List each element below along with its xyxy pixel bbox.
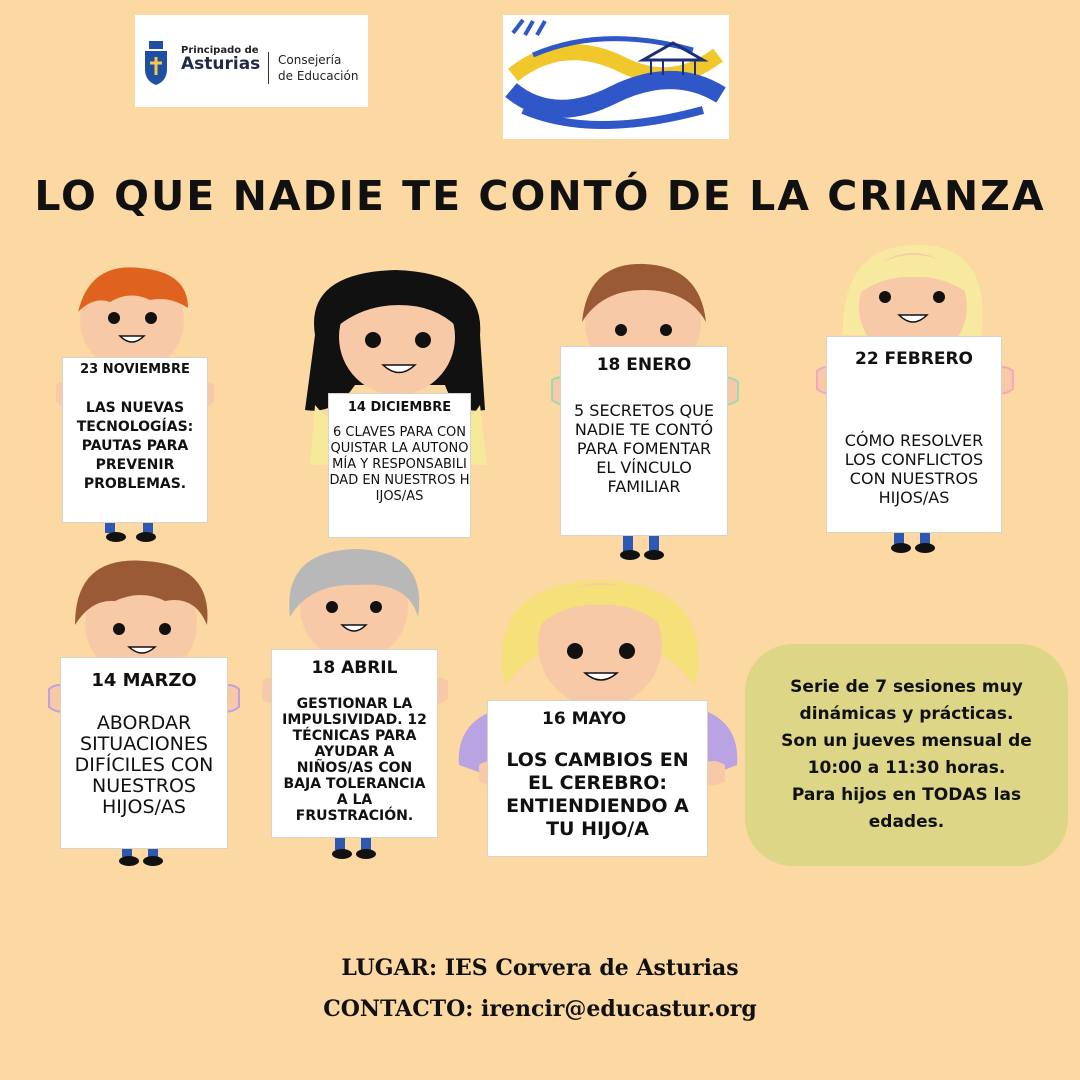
session-card-4: [826, 336, 1002, 533]
session-date: 16 MAYO: [542, 709, 627, 729]
session-card-1: [62, 357, 208, 523]
asturias-line1: Principado de: [181, 45, 259, 56]
session-topic: CÓMO RESOLVER LOS CONFLICTOS CON NUESTROS HIJOS/AS: [844, 431, 984, 507]
session-card-6: [271, 649, 438, 838]
ies-corvera-logo: [503, 15, 729, 139]
session-card-3: [560, 346, 728, 536]
session-date: 22 FEBRERO: [854, 349, 973, 369]
session-card-2: [328, 393, 471, 538]
session-topic: 6 CLAVES PARA CONQUISTAR LA AUTONOMÍA Y RESPONSABILIDAD EN NUESTROS HIJOS/AS: [329, 425, 470, 504]
footer-contact: CONTACTO: irencir@educastur.org: [323, 996, 757, 1022]
session-topic: ABORDAR SITUACIONES DIFÍCILES CON NUESTROS HIJOS/AS: [74, 712, 214, 818]
session-topic: 5 SECRETOS QUE NADIE TE CONTÓ PARA FOMENTAR EL VÍNCULO FAMILIAR: [574, 401, 714, 496]
info-text: Serie de 7 sesiones muy dinámicas y prácticas. Son un jueves mensual de 10:00 a 11:30 horas. Para hijos en TODAS las edades.: [781, 677, 1032, 832]
info-bubble: [745, 644, 1068, 866]
session-date: 23 NOVIEMBRE: [80, 362, 190, 377]
footer-place: LUGAR: IES Corvera de Asturias: [341, 955, 739, 981]
session-topic: LOS CAMBIOS EN EL CEREBRO: ENTIENDIENDO A TU HIJO/A: [506, 749, 689, 840]
asturias-line2: Asturias: [181, 54, 261, 74]
session-date: 14 MARZO: [91, 670, 197, 691]
session-date: 14 DICIEMBRE: [347, 400, 452, 415]
session-topic: GESTIONAR LA IMPULSIVIDAD. 12 TÉCNICAS PARA AYUDAR A NIÑOS/AS CON BAJA TOLERANCIA A LA FRUSTRACIÓN.: [282, 696, 427, 824]
consejeria-line1: Consejería: [278, 53, 342, 67]
session-card-5: [60, 657, 228, 849]
session-topic: LAS NUEVAS TECNOLOGÍAS: PAUTAS PARA PREVENIR PROBLEMAS.: [76, 400, 194, 492]
asturias-crest-icon: [141, 39, 171, 87]
session-date: 18 ABRIL: [311, 658, 398, 678]
consejeria-line2: de Educación: [278, 69, 359, 83]
ies-corvera-emblem: [503, 15, 729, 139]
session-date: 18 ENERO: [596, 355, 692, 375]
asturias-logo: [135, 15, 368, 107]
session-card-7: [487, 700, 708, 857]
page-title: LO QUE NADIE TE CONTÓ DE LA CRIANZA: [34, 172, 1046, 220]
logo-divider: [268, 52, 269, 84]
